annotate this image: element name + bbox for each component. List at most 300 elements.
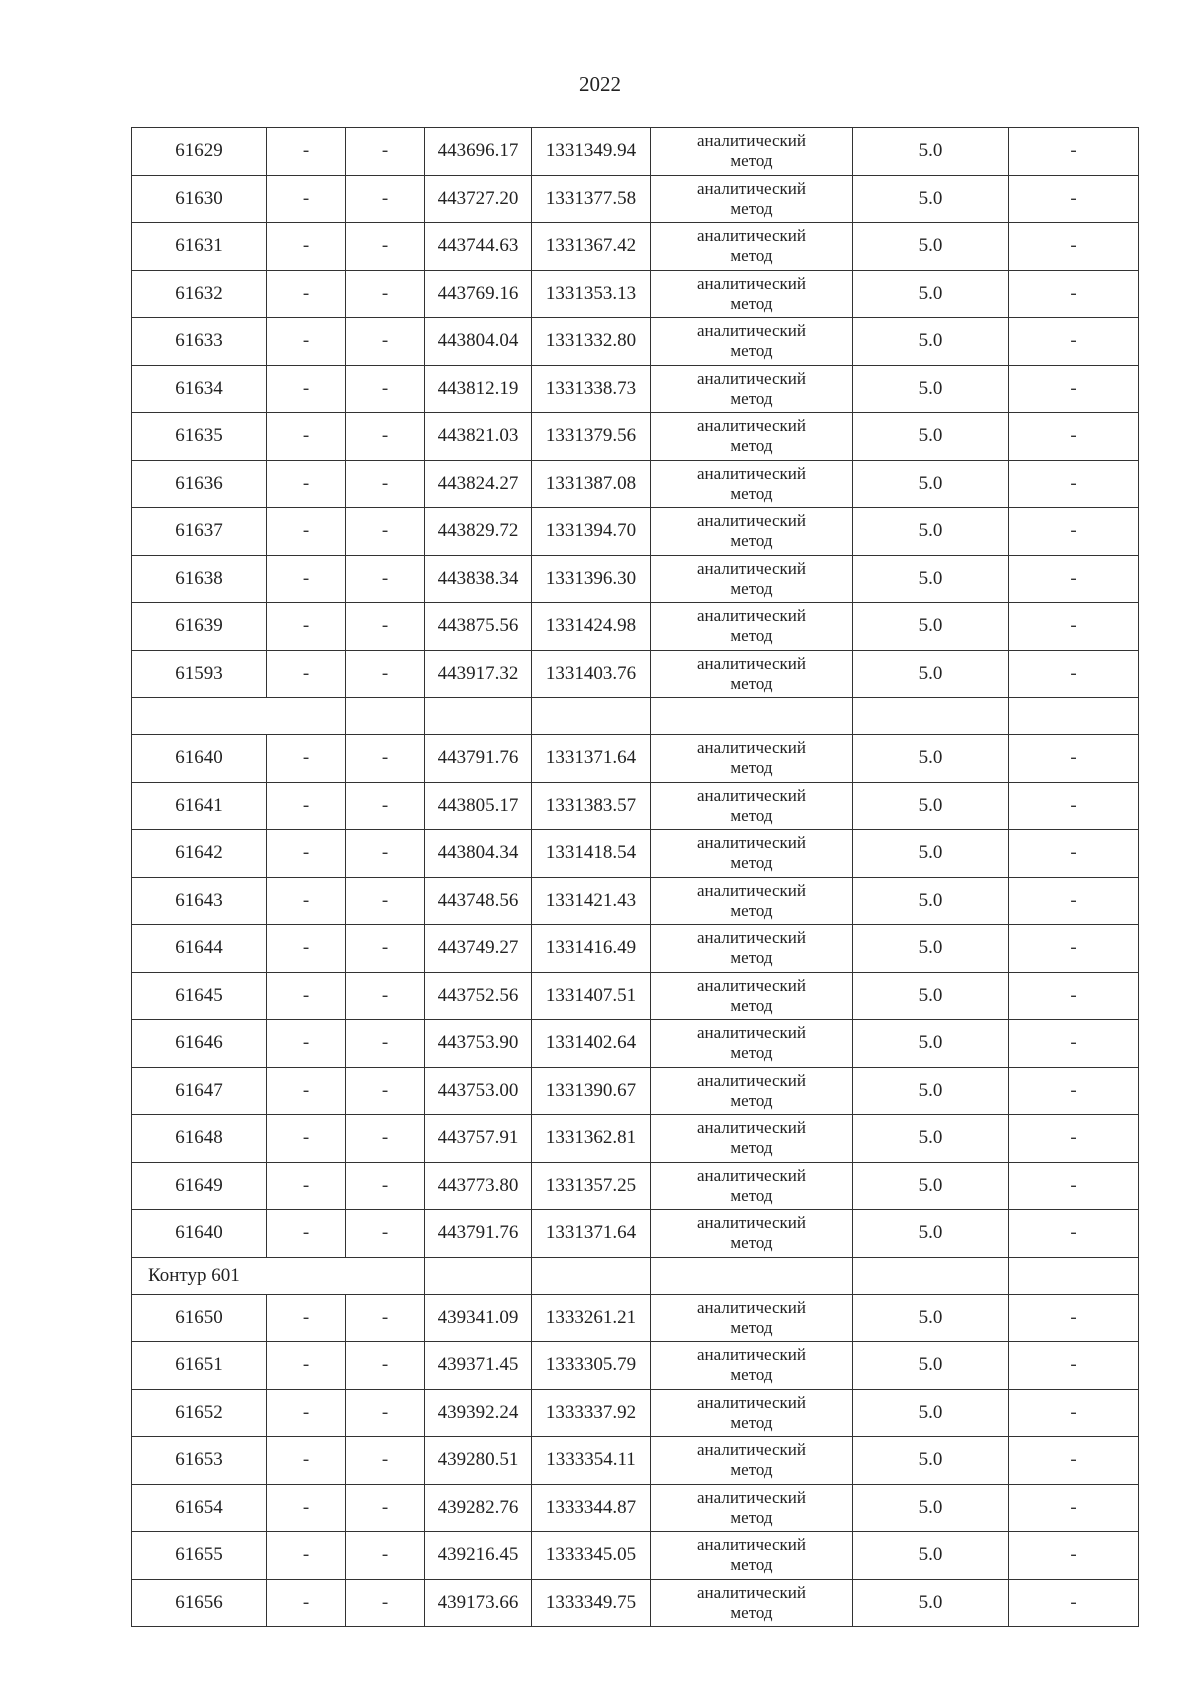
coord-y: 1333349.75 [532, 1579, 651, 1627]
empty-col-2: - [267, 175, 346, 223]
coord-x: 443804.34 [425, 830, 532, 878]
coord-y: 1331357.25 [532, 1162, 651, 1210]
coord-x: 443838.34 [425, 555, 532, 603]
empty-col-3: - [346, 223, 425, 271]
empty-col-8: - [1009, 1484, 1139, 1532]
method-cell [651, 460, 853, 508]
table-row [132, 830, 1139, 878]
accuracy: 5.0 [853, 128, 1009, 176]
coord-y: 1331407.51 [532, 972, 651, 1020]
coord-x: 443769.16 [425, 270, 532, 318]
empty-col-3: - [346, 1020, 425, 1068]
method-text: аналитический [697, 1118, 806, 1138]
method-text: аналитический [697, 226, 806, 246]
coord-y: 1333354.11 [532, 1437, 651, 1485]
blank-cell [346, 698, 425, 735]
method-text: метод [730, 1365, 773, 1385]
contour-label: Контур 601 [132, 1257, 425, 1294]
coord-x: 443744.63 [425, 223, 532, 271]
empty-col-2: - [267, 735, 346, 783]
empty-col-8: - [1009, 555, 1139, 603]
empty-col-8: - [1009, 650, 1139, 698]
method-text: аналитический [697, 1392, 806, 1412]
empty-col-8: - [1009, 1437, 1139, 1485]
point-id: 61593 [132, 650, 267, 698]
coord-x: 439392.24 [425, 1389, 532, 1437]
empty-col-3: - [346, 1532, 425, 1580]
table-row [132, 365, 1139, 413]
point-id: 61656 [132, 1579, 267, 1627]
empty-col-8: - [1009, 1115, 1139, 1163]
accuracy: 5.0 [853, 318, 1009, 366]
point-id: 61638 [132, 555, 267, 603]
accuracy: 5.0 [853, 1484, 1009, 1532]
empty-col-3: - [346, 270, 425, 318]
empty-col-3: - [346, 508, 425, 556]
table-row [132, 1294, 1139, 1342]
method-text: аналитический [697, 558, 806, 578]
empty-col-2: - [267, 830, 346, 878]
method-text: метод [730, 1138, 773, 1158]
method-cell [651, 365, 853, 413]
blank-cell [425, 1257, 532, 1294]
empty-col-3: - [346, 1162, 425, 1210]
coord-y: 1333305.79 [532, 1342, 651, 1390]
method-text: аналитический [697, 1535, 806, 1555]
point-id: 61644 [132, 925, 267, 973]
empty-col-2: - [267, 1020, 346, 1068]
blank-cell [853, 1257, 1009, 1294]
page-number: 2022 [579, 72, 621, 96]
empty-col-3: - [346, 1437, 425, 1485]
accuracy: 5.0 [853, 1532, 1009, 1580]
point-id: 61645 [132, 972, 267, 1020]
method-text: метод [730, 388, 773, 408]
method-text: метод [730, 1317, 773, 1337]
method-text: аналитический [697, 1070, 806, 1090]
method-text: метод [730, 1233, 773, 1253]
method-text: метод [730, 853, 773, 873]
accuracy: 5.0 [853, 877, 1009, 925]
accuracy: 5.0 [853, 460, 1009, 508]
empty-col-2: - [267, 1532, 346, 1580]
empty-col-8: - [1009, 318, 1139, 366]
accuracy: 5.0 [853, 782, 1009, 830]
table-row [132, 735, 1139, 783]
empty-col-3: - [346, 1294, 425, 1342]
method-text: аналитический [697, 1213, 806, 1233]
point-id: 61648 [132, 1115, 267, 1163]
method-text: аналитический [697, 1023, 806, 1043]
accuracy: 5.0 [853, 1389, 1009, 1437]
empty-col-8: - [1009, 270, 1139, 318]
accuracy: 5.0 [853, 413, 1009, 461]
point-id: 61640 [132, 1210, 267, 1258]
coord-x: 443791.76 [425, 735, 532, 783]
coord-y: 1331379.56 [532, 413, 651, 461]
empty-col-2: - [267, 603, 346, 651]
coord-x: 443696.17 [425, 128, 532, 176]
coord-y: 1331396.30 [532, 555, 651, 603]
accuracy: 5.0 [853, 972, 1009, 1020]
method-cell [651, 1020, 853, 1068]
empty-col-8: - [1009, 1020, 1139, 1068]
coord-x: 443812.19 [425, 365, 532, 413]
method-cell [651, 1162, 853, 1210]
method-text: аналитический [697, 273, 806, 293]
empty-col-2: - [267, 1437, 346, 1485]
method-text: аналитический [697, 511, 806, 531]
empty-col-8: - [1009, 925, 1139, 973]
method-text: метод [730, 626, 773, 646]
empty-col-3: - [346, 555, 425, 603]
method-text: аналитический [697, 880, 806, 900]
method-text: аналитический [697, 833, 806, 853]
method-cell [651, 925, 853, 973]
empty-col-2: - [267, 318, 346, 366]
point-id: 61640 [132, 735, 267, 783]
method-text: аналитический [697, 653, 806, 673]
method-cell [651, 1294, 853, 1342]
method-text: метод [730, 341, 773, 361]
coord-y: 1331416.49 [532, 925, 651, 973]
method-text: аналитический [697, 416, 806, 436]
method-cell [651, 1115, 853, 1163]
empty-col-2: - [267, 270, 346, 318]
empty-col-2: - [267, 223, 346, 271]
empty-col-3: - [346, 1389, 425, 1437]
empty-col-2: - [267, 1342, 346, 1390]
coord-x: 439371.45 [425, 1342, 532, 1390]
method-cell [651, 1067, 853, 1115]
coord-x: 443753.90 [425, 1020, 532, 1068]
empty-col-8: - [1009, 365, 1139, 413]
table-row [132, 972, 1139, 1020]
empty-col-2: - [267, 1115, 346, 1163]
empty-col-8: - [1009, 782, 1139, 830]
empty-col-3: - [346, 925, 425, 973]
table-row [132, 1532, 1139, 1580]
empty-col-2: - [267, 1389, 346, 1437]
table-row [132, 318, 1139, 366]
table-row [132, 925, 1139, 973]
coord-y: 1333337.92 [532, 1389, 651, 1437]
empty-col-3: - [346, 650, 425, 698]
empty-col-2: - [267, 972, 346, 1020]
empty-col-8: - [1009, 972, 1139, 1020]
accuracy: 5.0 [853, 1342, 1009, 1390]
coord-y: 1331390.67 [532, 1067, 651, 1115]
method-text: аналитический [697, 975, 806, 995]
table-row [132, 1484, 1139, 1532]
accuracy: 5.0 [853, 508, 1009, 556]
table-row [132, 128, 1139, 176]
method-text: метод [730, 578, 773, 598]
method-cell [651, 508, 853, 556]
empty-col-8: - [1009, 1294, 1139, 1342]
point-id: 61634 [132, 365, 267, 413]
coord-x: 443791.76 [425, 1210, 532, 1258]
empty-col-8: - [1009, 877, 1139, 925]
empty-col-8: - [1009, 460, 1139, 508]
point-id: 61654 [132, 1484, 267, 1532]
table-row [132, 603, 1139, 651]
empty-col-3: - [346, 175, 425, 223]
point-id: 61633 [132, 318, 267, 366]
coord-y: 1331377.58 [532, 175, 651, 223]
empty-col-8: - [1009, 128, 1139, 176]
point-id: 61641 [132, 782, 267, 830]
empty-col-2: - [267, 365, 346, 413]
empty-col-8: - [1009, 1210, 1139, 1258]
contour-header-row [132, 1257, 1139, 1294]
table-row [132, 782, 1139, 830]
accuracy: 5.0 [853, 1115, 1009, 1163]
method-text: метод [730, 673, 773, 693]
blank-cell [853, 698, 1009, 735]
point-id: 61651 [132, 1342, 267, 1390]
method-cell [651, 877, 853, 925]
empty-col-2: - [267, 782, 346, 830]
empty-col-3: - [346, 1342, 425, 1390]
method-text: метод [730, 900, 773, 920]
empty-col-3: - [346, 603, 425, 651]
accuracy: 5.0 [853, 223, 1009, 271]
method-cell [651, 650, 853, 698]
coord-x: 443748.56 [425, 877, 532, 925]
method-cell [651, 1437, 853, 1485]
empty-col-8: - [1009, 735, 1139, 783]
blank-cell [532, 1257, 651, 1294]
method-text: аналитический [697, 321, 806, 341]
method-cell [651, 1484, 853, 1532]
coord-y: 1333261.21 [532, 1294, 651, 1342]
coord-x: 439173.66 [425, 1579, 532, 1627]
point-id: 61629 [132, 128, 267, 176]
empty-col-3: - [346, 972, 425, 1020]
table-row [132, 1389, 1139, 1437]
accuracy: 5.0 [853, 1210, 1009, 1258]
method-cell [651, 223, 853, 271]
coord-x: 443805.17 [425, 782, 532, 830]
method-text: метод [730, 531, 773, 551]
table-row [132, 650, 1139, 698]
coord-y: 1331338.73 [532, 365, 651, 413]
method-text: аналитический [697, 463, 806, 483]
point-id: 61647 [132, 1067, 267, 1115]
method-cell [651, 413, 853, 461]
coordinates-table [131, 127, 1139, 1627]
empty-col-3: - [346, 365, 425, 413]
point-id: 61653 [132, 1437, 267, 1485]
method-cell [651, 1389, 853, 1437]
coord-x: 443752.56 [425, 972, 532, 1020]
accuracy: 5.0 [853, 1294, 1009, 1342]
coord-y: 1331353.13 [532, 270, 651, 318]
coord-y: 1331424.98 [532, 603, 651, 651]
table-row [132, 175, 1139, 223]
empty-col-3: - [346, 318, 425, 366]
method-text: метод [730, 1185, 773, 1205]
method-text: аналитический [697, 1582, 806, 1602]
empty-col-8: - [1009, 1162, 1139, 1210]
method-text: аналитический [697, 368, 806, 388]
method-cell [651, 603, 853, 651]
method-cell [651, 1532, 853, 1580]
blank-cell [651, 1257, 853, 1294]
empty-col-8: - [1009, 603, 1139, 651]
table-row [132, 1579, 1139, 1627]
empty-col-2: - [267, 1579, 346, 1627]
empty-col-2: - [267, 555, 346, 603]
empty-col-8: - [1009, 508, 1139, 556]
coord-x: 439280.51 [425, 1437, 532, 1485]
accuracy: 5.0 [853, 1162, 1009, 1210]
empty-col-3: - [346, 1115, 425, 1163]
accuracy: 5.0 [853, 925, 1009, 973]
empty-col-2: - [267, 1484, 346, 1532]
accuracy: 5.0 [853, 365, 1009, 413]
coord-x: 439216.45 [425, 1532, 532, 1580]
method-text: аналитический [697, 785, 806, 805]
coord-y: 1331362.81 [532, 1115, 651, 1163]
empty-col-2: - [267, 508, 346, 556]
method-cell [651, 782, 853, 830]
table-body [132, 128, 1139, 1627]
table-row [132, 413, 1139, 461]
table-row [132, 1210, 1139, 1258]
coord-x: 443757.91 [425, 1115, 532, 1163]
empty-col-8: - [1009, 830, 1139, 878]
coord-y: 1331387.08 [532, 460, 651, 508]
method-cell [651, 972, 853, 1020]
coord-x: 443727.20 [425, 175, 532, 223]
method-text: аналитический [697, 606, 806, 626]
method-text: аналитический [697, 738, 806, 758]
method-text: метод [730, 483, 773, 503]
method-text: метод [730, 246, 773, 266]
coord-x: 443773.80 [425, 1162, 532, 1210]
empty-col-8: - [1009, 175, 1139, 223]
table-row [132, 1115, 1139, 1163]
empty-col-8: - [1009, 413, 1139, 461]
blank-cell [132, 698, 346, 735]
empty-col-3: - [346, 1067, 425, 1115]
coord-x: 443824.27 [425, 460, 532, 508]
coord-x: 443875.56 [425, 603, 532, 651]
method-text: аналитический [697, 1345, 806, 1365]
coord-y: 1331418.54 [532, 830, 651, 878]
coord-y: 1331383.57 [532, 782, 651, 830]
point-id: 61650 [132, 1294, 267, 1342]
coord-y: 1331371.64 [532, 735, 651, 783]
empty-col-3: - [346, 1484, 425, 1532]
accuracy: 5.0 [853, 175, 1009, 223]
accuracy: 5.0 [853, 1067, 1009, 1115]
table-row [132, 1437, 1139, 1485]
coord-x: 443753.00 [425, 1067, 532, 1115]
empty-col-8: - [1009, 223, 1139, 271]
method-text: метод [730, 1090, 773, 1110]
empty-col-3: - [346, 1210, 425, 1258]
point-id: 61643 [132, 877, 267, 925]
coord-y: 1331403.76 [532, 650, 651, 698]
accuracy: 5.0 [853, 603, 1009, 651]
empty-col-2: - [267, 1210, 346, 1258]
table-row [132, 1067, 1139, 1115]
empty-col-2: - [267, 925, 346, 973]
method-cell [651, 270, 853, 318]
coord-y: 1331367.42 [532, 223, 651, 271]
point-id: 61652 [132, 1389, 267, 1437]
accuracy: 5.0 [853, 270, 1009, 318]
empty-col-3: - [346, 1579, 425, 1627]
method-text: аналитический [697, 131, 806, 151]
table-row [132, 508, 1139, 556]
blank-cell [651, 698, 853, 735]
coord-y: 1331332.80 [532, 318, 651, 366]
point-id: 61636 [132, 460, 267, 508]
method-text: аналитический [697, 1165, 806, 1185]
point-id: 61631 [132, 223, 267, 271]
table-row [132, 460, 1139, 508]
coord-x: 443829.72 [425, 508, 532, 556]
method-cell [651, 1579, 853, 1627]
empty-col-8: - [1009, 1532, 1139, 1580]
method-text: метод [730, 1412, 773, 1432]
method-text: метод [730, 1507, 773, 1527]
empty-col-3: - [346, 460, 425, 508]
point-id: 61642 [132, 830, 267, 878]
table-row [132, 877, 1139, 925]
method-cell [651, 830, 853, 878]
table-row [132, 1342, 1139, 1390]
method-text: аналитический [697, 1297, 806, 1317]
coord-y: 1331349.94 [532, 128, 651, 176]
method-text: метод [730, 1460, 773, 1480]
empty-col-8: - [1009, 1067, 1139, 1115]
point-id: 61655 [132, 1532, 267, 1580]
point-id: 61630 [132, 175, 267, 223]
empty-col-8: - [1009, 1389, 1139, 1437]
empty-col-3: - [346, 128, 425, 176]
coord-y: 1331421.43 [532, 877, 651, 925]
empty-col-2: - [267, 1294, 346, 1342]
point-id: 61639 [132, 603, 267, 651]
table-row [132, 223, 1139, 271]
coord-x: 439282.76 [425, 1484, 532, 1532]
empty-col-8: - [1009, 1579, 1139, 1627]
method-text: метод [730, 1555, 773, 1575]
method-text: аналитический [697, 1487, 806, 1507]
method-cell [651, 555, 853, 603]
point-id: 61649 [132, 1162, 267, 1210]
empty-col-3: - [346, 830, 425, 878]
table-row [132, 1162, 1139, 1210]
blank-cell [532, 698, 651, 735]
method-cell [651, 1210, 853, 1258]
coord-y: 1333345.05 [532, 1532, 651, 1580]
method-cell [651, 318, 853, 366]
method-text: аналитический [697, 928, 806, 948]
empty-col-2: - [267, 1067, 346, 1115]
empty-col-3: - [346, 782, 425, 830]
method-text: метод [730, 293, 773, 313]
method-text: метод [730, 805, 773, 825]
accuracy: 5.0 [853, 1579, 1009, 1627]
table-row [132, 270, 1139, 318]
empty-col-2: - [267, 413, 346, 461]
